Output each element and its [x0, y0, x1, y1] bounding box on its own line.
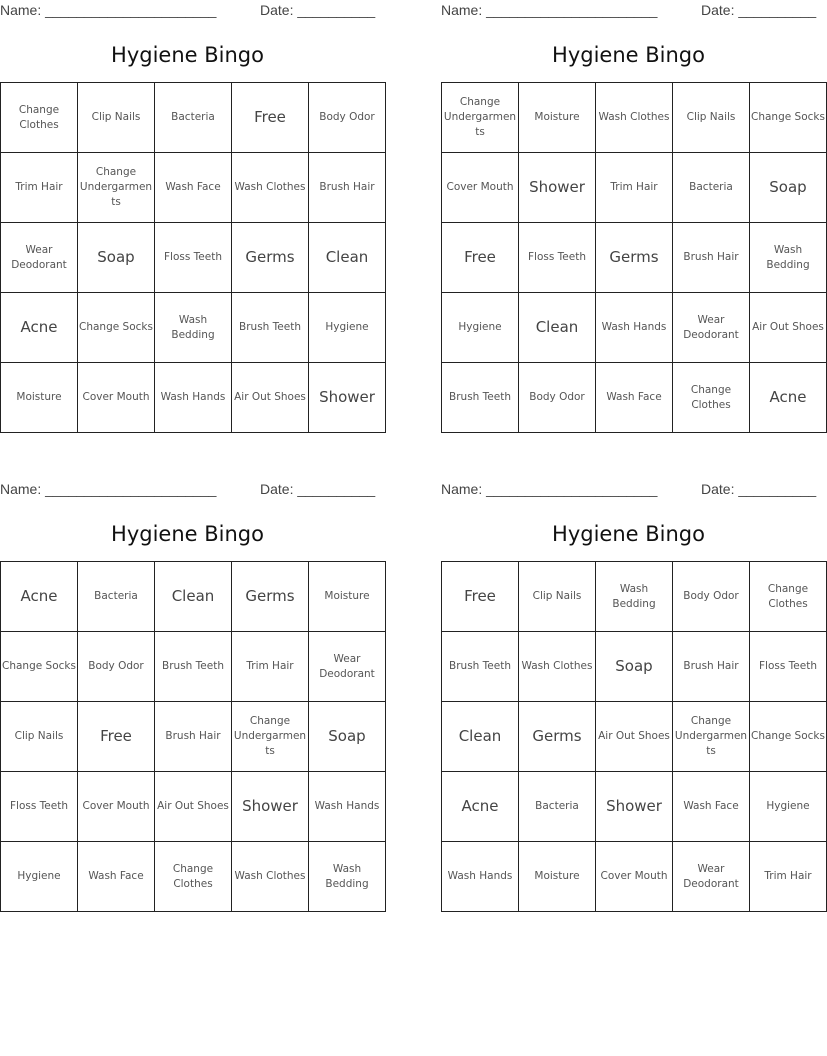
bingo-cell: Air Out Shoes — [232, 363, 309, 433]
name-field: Name: ______________________ — [441, 481, 658, 497]
bingo-cell: Change Undergarments — [673, 702, 750, 772]
bingo-cell: Free — [78, 702, 155, 772]
bingo-cell: Brush Teeth — [232, 293, 309, 363]
bingo-cell: Clean — [519, 293, 596, 363]
bingo-cell: Shower — [232, 772, 309, 842]
bingo-cell: Wear Deodorant — [673, 842, 750, 912]
grid-row — [442, 223, 827, 293]
bingo-cell: Acne — [442, 772, 519, 842]
grid-row — [442, 842, 827, 912]
bingo-cell: Clip Nails — [1, 702, 78, 772]
bingo-cell: Wash Face — [596, 363, 673, 433]
grid-row — [1, 83, 386, 153]
bingo-cell: Clean — [309, 223, 386, 293]
bingo-cell: Acne — [1, 562, 78, 632]
date-field: Date: __________ — [701, 481, 817, 497]
grid-row — [442, 632, 827, 702]
bingo-cell: Brush Hair — [673, 223, 750, 293]
bingo-cell: Cover Mouth — [442, 153, 519, 223]
bingo-cell: Floss Teeth — [155, 223, 232, 293]
bingo-cell: Wash Bedding — [596, 562, 673, 632]
bingo-cell: Wash Hands — [596, 293, 673, 363]
bingo-cell: Wear Deodorant — [1, 223, 78, 293]
name-field: Name: ______________________ — [0, 2, 217, 18]
bingo-cell: Moisture — [519, 842, 596, 912]
grid-row — [442, 562, 827, 632]
bingo-grid — [441, 561, 827, 912]
bingo-cell: Germs — [519, 702, 596, 772]
name-field: Name: ______________________ — [441, 2, 658, 18]
grid-row — [1, 702, 386, 772]
bingo-cell: Wash Face — [78, 842, 155, 912]
bingo-cell: Shower — [309, 363, 386, 433]
grid-row — [1, 562, 386, 632]
bingo-cell: Moisture — [309, 562, 386, 632]
bingo-cell: Change Socks — [750, 702, 827, 772]
card-header — [441, 0, 816, 22]
bingo-cell: Clip Nails — [519, 562, 596, 632]
bingo-cell: Soap — [596, 632, 673, 702]
card-title: Hygiene Bingo — [552, 522, 705, 546]
bingo-cell: Free — [442, 223, 519, 293]
bingo-grid — [441, 82, 827, 433]
bingo-cell: Brush Teeth — [442, 363, 519, 433]
grid-row — [442, 293, 827, 363]
grid-row — [1, 363, 386, 433]
bingo-cell: Wash Clothes — [232, 153, 309, 223]
bingo-cell: Hygiene — [442, 293, 519, 363]
bingo-cell: Change Undergarments — [232, 702, 309, 772]
bingo-cell: Floss Teeth — [750, 632, 827, 702]
bingo-cell: Brush Hair — [673, 632, 750, 702]
bingo-cell: Brush Hair — [155, 702, 232, 772]
bingo-grid — [0, 561, 386, 912]
bingo-cell: Wash Bedding — [309, 842, 386, 912]
card-title: Hygiene Bingo — [552, 43, 705, 67]
card-header — [0, 0, 375, 22]
bingo-cell: Wear Deodorant — [309, 632, 386, 702]
card-header — [0, 479, 375, 501]
bingo-card — [441, 0, 825, 433]
bingo-cell: Wash Face — [155, 153, 232, 223]
bingo-cell: Air Out Shoes — [750, 293, 827, 363]
bingo-cell: Wash Clothes — [519, 632, 596, 702]
bingo-cell: Cover Mouth — [78, 363, 155, 433]
bingo-cell: Cover Mouth — [78, 772, 155, 842]
card-title: Hygiene Bingo — [111, 43, 264, 67]
bingo-cell: Change Clothes — [1, 83, 78, 153]
grid-row — [442, 153, 827, 223]
bingo-cell: Bacteria — [155, 83, 232, 153]
grid-row — [1, 842, 386, 912]
bingo-cell: Trim Hair — [596, 153, 673, 223]
bingo-cell: Wash Hands — [442, 842, 519, 912]
bingo-cell: Floss Teeth — [1, 772, 78, 842]
bingo-cell: Change Socks — [78, 293, 155, 363]
bingo-cell: Acne — [750, 363, 827, 433]
bingo-cell: Change Undergarments — [442, 83, 519, 153]
bingo-cell: Hygiene — [309, 293, 386, 363]
bingo-cell: Wash Bedding — [750, 223, 827, 293]
bingo-cell: Body Odor — [673, 562, 750, 632]
bingo-cell: Change Socks — [1, 632, 78, 702]
bingo-cell: Trim Hair — [1, 153, 78, 223]
bingo-cell: Change Clothes — [673, 363, 750, 433]
bingo-cell: Free — [232, 83, 309, 153]
bingo-cell: Trim Hair — [750, 842, 827, 912]
bingo-cell: Wash Hands — [155, 363, 232, 433]
bingo-cell: Soap — [750, 153, 827, 223]
bingo-card — [0, 0, 375, 433]
bingo-cell: Change Clothes — [750, 562, 827, 632]
bingo-cell: Trim Hair — [232, 632, 309, 702]
bingo-cell: Floss Teeth — [519, 223, 596, 293]
bingo-cell: Air Out Shoes — [155, 772, 232, 842]
bingo-cell: Free — [442, 562, 519, 632]
bingo-cell: Shower — [596, 772, 673, 842]
grid-row — [1, 153, 386, 223]
date-field: Date: __________ — [260, 481, 376, 497]
bingo-cell: Wash Clothes — [232, 842, 309, 912]
bingo-cell: Clip Nails — [78, 83, 155, 153]
bingo-cell: Bacteria — [519, 772, 596, 842]
bingo-cell: Wash Face — [673, 772, 750, 842]
bingo-cell: Clean — [442, 702, 519, 772]
bingo-cell: Wash Clothes — [596, 83, 673, 153]
bingo-cell: Brush Teeth — [155, 632, 232, 702]
bingo-cell: Germs — [596, 223, 673, 293]
bingo-grid — [0, 82, 386, 433]
bingo-cell: Bacteria — [673, 153, 750, 223]
bingo-cell: Body Odor — [519, 363, 596, 433]
grid-row — [442, 363, 827, 433]
bingo-cell: Air Out Shoes — [596, 702, 673, 772]
bingo-cell: Cover Mouth — [596, 842, 673, 912]
bingo-cell: Hygiene — [750, 772, 827, 842]
bingo-cell: Clean — [155, 562, 232, 632]
grid-row — [442, 702, 827, 772]
name-field: Name: ______________________ — [0, 481, 217, 497]
bingo-cell: Hygiene — [1, 842, 78, 912]
bingo-cell: Soap — [309, 702, 386, 772]
bingo-cell: Body Odor — [309, 83, 386, 153]
grid-row — [1, 772, 386, 842]
bingo-cell: Change Clothes — [155, 842, 232, 912]
bingo-cell: Wash Bedding — [155, 293, 232, 363]
bingo-cell: Bacteria — [78, 562, 155, 632]
date-field: Date: __________ — [701, 2, 817, 18]
bingo-cell: Change Socks — [750, 83, 827, 153]
grid-row — [1, 223, 386, 293]
bingo-cell: Brush Teeth — [442, 632, 519, 702]
grid-row — [1, 632, 386, 702]
bingo-card — [441, 479, 825, 912]
date-field: Date: __________ — [260, 2, 376, 18]
bingo-cell: Acne — [1, 293, 78, 363]
bingo-cell: Wash Hands — [309, 772, 386, 842]
card-title: Hygiene Bingo — [111, 522, 264, 546]
bingo-cell: Moisture — [519, 83, 596, 153]
grid-row — [442, 772, 827, 842]
grid-row — [1, 293, 386, 363]
bingo-cell: Germs — [232, 223, 309, 293]
bingo-card — [0, 479, 380, 912]
bingo-cell: Wear Deodorant — [673, 293, 750, 363]
bingo-cell: Germs — [232, 562, 309, 632]
bingo-cell: Brush Hair — [309, 153, 386, 223]
bingo-cell: Moisture — [1, 363, 78, 433]
bingo-cell: Clip Nails — [673, 83, 750, 153]
grid-row — [442, 83, 827, 153]
bingo-cell: Soap — [78, 223, 155, 293]
bingo-cell: Change Undergarments — [78, 153, 155, 223]
card-header — [441, 479, 816, 501]
bingo-cell: Body Odor — [78, 632, 155, 702]
bingo-cell: Shower — [519, 153, 596, 223]
